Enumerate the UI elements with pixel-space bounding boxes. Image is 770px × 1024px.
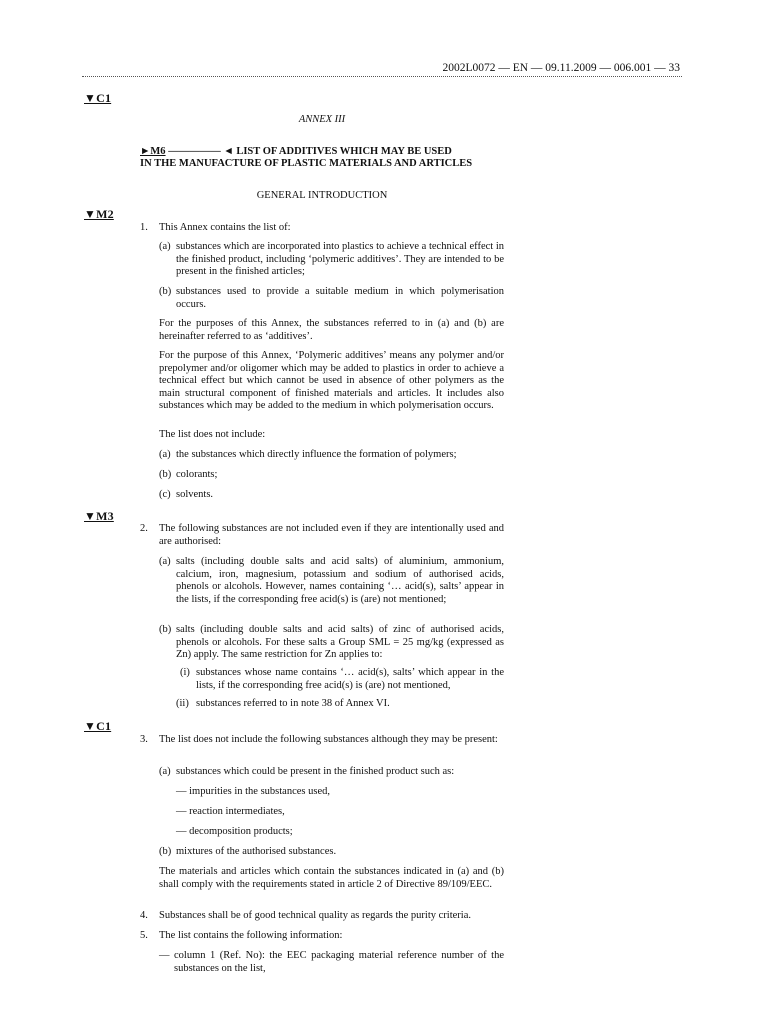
p5-column-1 xyxy=(159,950,504,975)
p3-item-b-text: mixtures of the authorised substances. xyxy=(176,846,337,857)
p1-not-include: The list does not include: xyxy=(159,429,266,440)
page-header: 2002L0072 — EN — 09.11.2009 — 006.001 — 33 xyxy=(442,62,680,74)
marker-c1-bottom xyxy=(84,720,111,733)
p3-item-a-text: substances which could be present in the finished product such as: xyxy=(176,766,455,777)
marker-m2 xyxy=(84,208,114,221)
p2-sub-i-text: substances whose name contains ‘… acid(s), salts’ which appear in the lists, if the corresponding free acid(s) is (are) not mentioned, xyxy=(196,667,504,691)
marker-c1-top xyxy=(84,92,111,105)
p2-number: 2. xyxy=(140,523,148,534)
p2-intro-text: The following substances are not included even if they are intentionally used and are authorised: xyxy=(159,523,504,547)
p3-intro-text: The list does not include the following substances although they may be present: xyxy=(159,734,498,745)
p1-not-a-text: the substances which directly influence the formation of polymers; xyxy=(176,449,457,460)
p1-not-b xyxy=(159,469,504,482)
p4 xyxy=(140,910,504,923)
p3-item-b-label: (b) xyxy=(159,846,172,857)
p5-column-1-text: column 1 (Ref. No): the EEC packaging material reference number of the substances on the list, xyxy=(174,950,504,974)
p3-dash-2: — reaction intermediates, xyxy=(176,806,285,817)
marker-m3-text: ▼M3 xyxy=(84,509,114,523)
p4-text: Substances shall be of good technical quality as regards the purity criteria. xyxy=(159,910,471,921)
p1-intro xyxy=(140,222,504,235)
p5-intro-text: The list contains the following information: xyxy=(159,930,343,941)
p2-item-b-label: (b) xyxy=(159,624,172,635)
p2-sub-ii-label: (ii) xyxy=(176,698,189,709)
p2-sub-ii xyxy=(176,698,504,711)
annex-title-part1: ————— ◄ LIST OF ADDITIVES WHICH MAY BE USED xyxy=(165,146,452,157)
p1-item-b-text: substances used to provide a suitable medium in which polymerisation occurs. xyxy=(176,286,504,310)
p2-item-a-label: (a) xyxy=(159,556,171,567)
p2-item-a-text: salts (including double salts and acid salts) of aluminium, ammonium, calcium, iron, magnesium, potassium and sodium of authorised acids, phenols or alcohols. However, names containing ‘… acid(s), salts’ appear in the lists, if the corresponding free acid(s) is (are) not mentioned; xyxy=(176,556,504,605)
annex-title-line1 xyxy=(140,146,504,159)
p1-item-b xyxy=(159,286,504,311)
p2-item-b xyxy=(159,624,504,662)
p2-intro xyxy=(140,523,504,548)
p1-purposes: For the purposes of this Annex, the substances referred to in (a) and (b) are hereinafter referred to as ‘additives’. xyxy=(159,318,504,342)
p1-not-b-label: (b) xyxy=(159,469,172,480)
header-rule xyxy=(82,76,682,77)
p3-materials: The materials and articles which contain the substances indicated in (a) and (b) shall comply with the requirements stated in article 2 of Directive 89/109/EEC. xyxy=(159,866,504,890)
section-heading: GENERAL INTRODUCTION xyxy=(256,190,388,201)
p1-number: 1. xyxy=(140,222,148,233)
marker-c1-top-text: ▼C1 xyxy=(84,91,112,105)
p5-column-1-dash: — xyxy=(159,950,170,961)
p1-item-a-text: substances which are incorporated into plastics to achieve a technical effect in the finished product, including ‘polymeric additives’. They are intended to be present in the finished articles; xyxy=(176,241,504,278)
p2-item-b-text: salts (including double salts and acid salts) of zinc of authorised acids, phenols or alcohols. For these salts a Group SML = 25 mg/kg (expressed as Zn) apply. The same restriction for Zn applies to: xyxy=(176,624,504,661)
p3-item-b xyxy=(159,846,504,859)
p1-item-a-label: (a) xyxy=(159,241,171,252)
p2-sub-i xyxy=(176,667,504,692)
amendment-marker-m6: ►M6 xyxy=(140,146,166,157)
p1-not-b-text: colorants; xyxy=(176,469,218,480)
p1-item-b-label: (b) xyxy=(159,286,172,297)
p1-not-c-label: (c) xyxy=(159,489,171,500)
p1-polymeric-definition: For the purpose of this Annex, ‘Polymeric additives’ means any polymer and/or prepolymer and/or oligomer which may be added to plastics in order to achieve a technical effect but which cannot be used in absence of other polymers as the main structural component of finished materials and articles. It includes also substances which may be added to the medium in which polymerisation occurs. xyxy=(159,350,504,412)
p1-not-a-label: (a) xyxy=(159,449,171,460)
p1-item-a xyxy=(159,241,504,279)
p1-not-a xyxy=(159,449,504,462)
annex-label: ANNEX III xyxy=(298,114,346,125)
p1-not-c-text: solvents. xyxy=(176,489,214,500)
p3-intro xyxy=(140,734,504,747)
p3-number: 3. xyxy=(140,734,148,745)
marker-m2-text: ▼M2 xyxy=(84,207,114,221)
p3-item-a-label: (a) xyxy=(159,766,171,777)
p5-intro xyxy=(140,930,504,943)
p4-number: 4. xyxy=(140,910,148,921)
p1-not-c xyxy=(159,489,504,502)
p2-sub-ii-text: substances referred to in note 38 of Annex VI. xyxy=(196,698,390,709)
p3-item-a xyxy=(159,766,504,779)
p5-number: 5. xyxy=(140,930,148,941)
p2-sub-i-label: (i) xyxy=(180,667,190,678)
marker-m3 xyxy=(84,510,114,523)
p3-dash-1: — impurities in the substances used, xyxy=(176,786,330,797)
marker-c1-bottom-text: ▼C1 xyxy=(84,719,112,733)
annex-title-line2: IN THE MANUFACTURE OF PLASTIC MATERIALS AND ARTICLES xyxy=(140,158,473,169)
p2-item-a xyxy=(159,556,504,606)
p1-intro-text: This Annex contains the list of: xyxy=(159,222,291,233)
p3-dash-3: — decomposition products; xyxy=(176,826,293,837)
